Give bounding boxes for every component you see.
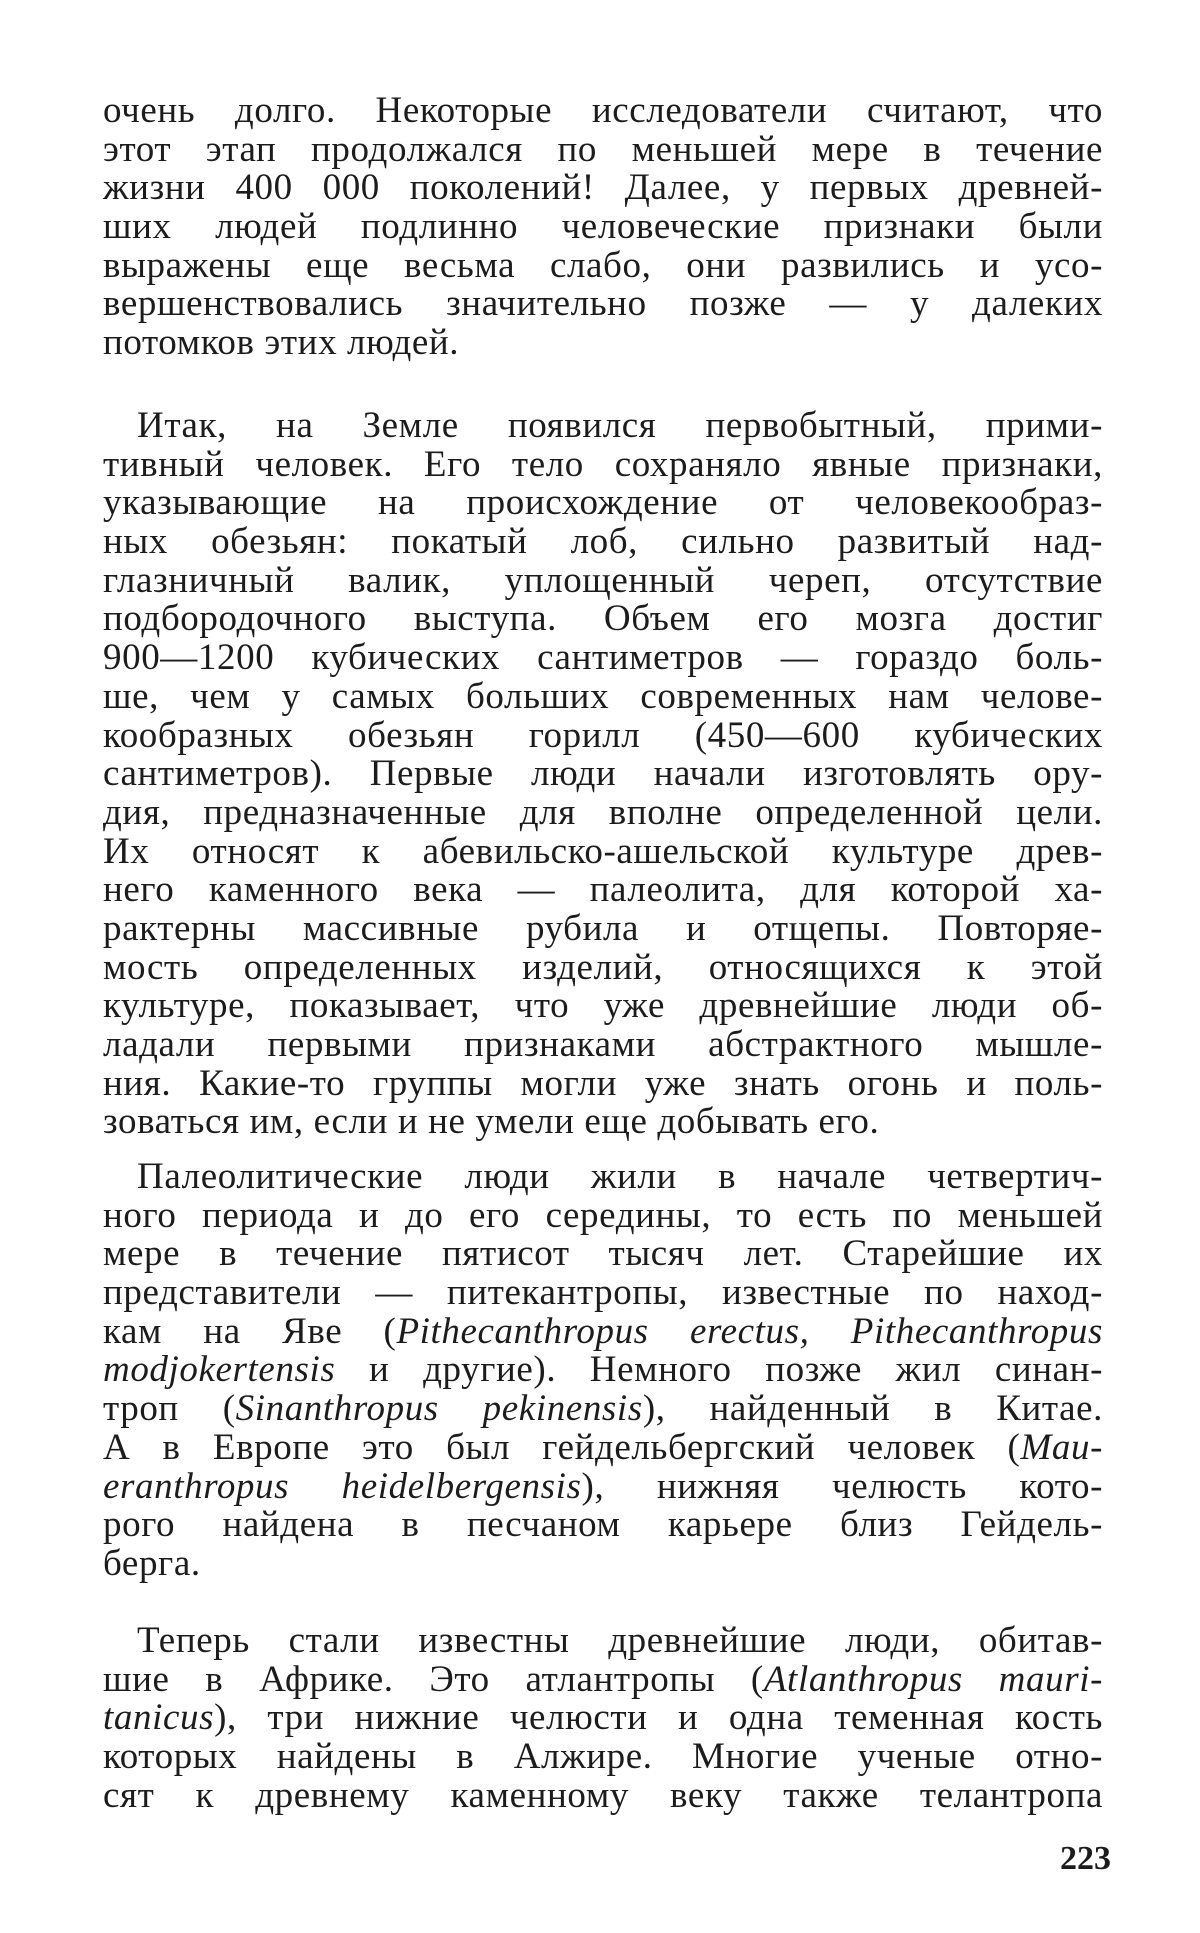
text-line xyxy=(103,1310,1103,1352)
text-line: Теперь стали известны древнейшие люди, обитав- xyxy=(137,1620,1103,1661)
species-name: Atlanthropus mauri- xyxy=(763,1658,1103,1700)
text-line: ного периода и до его середины, то есть по меньшей xyxy=(103,1194,1103,1236)
text-run: троп ( xyxy=(103,1388,236,1430)
text-line xyxy=(103,1390,1103,1429)
text-line: Итак, на Земле появился первобытный, прими- xyxy=(137,405,1103,446)
species-name: modjokertensis xyxy=(103,1349,336,1391)
text-line: вершенствовались значительно позже — у далеких xyxy=(103,283,1103,325)
text-line: мость определенных изделий, относящихся к этой xyxy=(103,946,1103,988)
text-run: шие в Африке. Это атлантропы ( xyxy=(103,1658,764,1700)
species-name: Mau- xyxy=(1020,1426,1103,1468)
text-line: ше, чем у самых больших современных нам челове- xyxy=(103,675,1103,717)
species-name: eranthropus heidelbergensis xyxy=(103,1465,582,1507)
page-number: 223 xyxy=(1060,1840,1111,1877)
text-line: ших людей подлинно человеческие признаки были xyxy=(103,206,1103,248)
text-line: представители — питекантропы, известные по наход- xyxy=(103,1272,1103,1314)
text-line xyxy=(103,1465,1103,1507)
text-line xyxy=(103,1699,1103,1738)
text-line xyxy=(103,1426,1103,1468)
text-line: 900—1200 кубических сантиметров — гораздо боль- xyxy=(103,637,1103,679)
text-line: этот этап продолжался по меньшей мере в течение xyxy=(103,128,1103,170)
text-line: подбородочного выступа. Объем его мозга достиг xyxy=(103,598,1103,640)
text-line: кообразных обезьян горилл (450—600 кубических xyxy=(103,714,1103,756)
text-line: рактерны массивные рубила и отщепы. Повторяе- xyxy=(103,907,1103,949)
text-run: кам на Яве ( xyxy=(103,1310,397,1352)
text-line: тивный человек. Его тело сохраняло явные признаки, xyxy=(103,443,1103,485)
text-run: и другие). Немного позже жил синан- xyxy=(335,1349,1103,1391)
paragraph-2 xyxy=(103,407,1103,1142)
text-line: культуре, показывает, что уже древнейшие люди об- xyxy=(103,985,1103,1027)
text-line: ных обезьян: покатый лоб, сильно развитый над- xyxy=(103,521,1103,563)
text-line: указывающие на происхождение от человекообраз- xyxy=(103,482,1103,524)
text-line: сят к древнему каменному веку также телантропа xyxy=(103,1774,1103,1816)
text-run: А в Европе это был гейдельбергский человек ( xyxy=(103,1426,1021,1468)
text-line: ния. Какие-то группы могли уже знать огонь и поль- xyxy=(103,1062,1103,1104)
text-run: ), найденный в Китае. xyxy=(642,1388,1103,1430)
text-line: жизни 400 000 поколений! Далее, у первых древней- xyxy=(103,167,1103,209)
text-line: очень долго. Некоторые исследователи считают, что xyxy=(103,90,1103,131)
text-run: ), три нижние челюсти и одна теменная кость xyxy=(214,1697,1103,1739)
text-line: Их относят к абевильско-ашельской культуре древ- xyxy=(103,830,1103,872)
species-name: Pithecanthropus erectus, Pithecanthropus xyxy=(396,1310,1103,1352)
paragraph-1 xyxy=(103,92,1103,363)
text-line: зоваться им, если и не умели еще добывать его. xyxy=(103,1101,880,1143)
text-line: мере в течение пятисот тысяч лет. Старейшие их xyxy=(103,1233,1103,1275)
text-line xyxy=(103,1351,1103,1390)
text-line: берга. xyxy=(103,1542,201,1584)
paragraph-3 xyxy=(103,1158,1103,1584)
text-line: которых найдены в Алжире. Многие ученые отно- xyxy=(103,1736,1103,1778)
paragraph-4 xyxy=(103,1622,1103,1815)
text-line: выражены еще весьма слабо, они развились и усо- xyxy=(103,244,1103,286)
species-name: tanicus xyxy=(103,1697,215,1739)
species-name: Sinanthropus pekinensis xyxy=(235,1388,643,1430)
text-line: него каменного века — палеолита, для которой ха- xyxy=(103,869,1103,911)
text-line: дия, предназначенные для вполне определенной цели. xyxy=(103,791,1103,833)
text-line: глазничный валик, уплощенный череп, отсутствие xyxy=(103,559,1103,601)
text-line: рого найдена в песчаном карьере близ Гейдель- xyxy=(103,1504,1103,1546)
text-line: сантиметров). Первые люди начали изготовлять ору- xyxy=(103,753,1103,795)
text-run: ), нижняя челюсть кото- xyxy=(581,1465,1103,1507)
text-line xyxy=(103,1658,1103,1700)
text-line: потомков этих людей. xyxy=(103,322,460,364)
text-line: Палеолитические люди жили в начале четвертич- xyxy=(137,1156,1103,1197)
text-line: ладали первыми признаками абстрактного мышле- xyxy=(103,1024,1103,1065)
